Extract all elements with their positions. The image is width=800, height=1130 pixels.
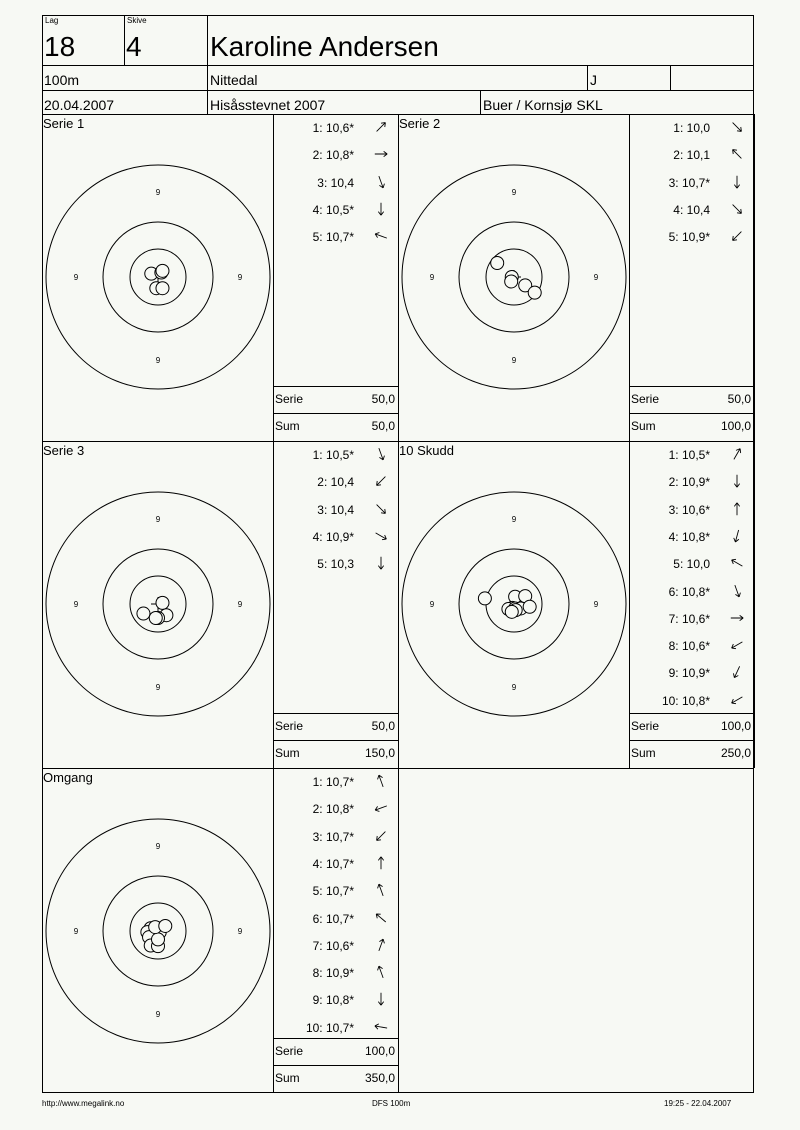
- shot-score: 7: 10,6*: [312, 938, 354, 953]
- shot-score: 9: 10,8*: [312, 993, 354, 1008]
- shot-score: 2: 10,1: [673, 148, 710, 163]
- serie-label: Serie: [275, 392, 304, 406]
- ring-label: 9: [155, 515, 161, 524]
- shot-score: 3: 10,6*: [668, 502, 710, 517]
- sum-value: 150,0: [364, 746, 395, 760]
- shot-score: 6: 10,8*: [668, 584, 710, 599]
- divider: [480, 90, 481, 115]
- shot-score: 6: 10,7*: [312, 911, 354, 926]
- shot-score: 1: 10,0: [673, 121, 710, 135]
- divider: [273, 1038, 398, 1039]
- sum-label: Sum: [275, 1071, 300, 1085]
- shot-direction-arrow: [373, 228, 389, 244]
- shot-score: 4: 10,9*: [312, 529, 354, 544]
- shot-score: 5: 10,7*: [312, 884, 354, 899]
- shot-direction-arrow: [729, 228, 745, 244]
- shot-direction-arrow: [373, 528, 389, 544]
- divider: [398, 441, 754, 442]
- shot-direction-arrow: [373, 146, 389, 162]
- shot-direction-arrow: [729, 664, 745, 680]
- serie-label: Serie: [631, 719, 660, 733]
- shot-direction-arrow: [373, 800, 389, 816]
- ring-label: 9: [593, 600, 599, 609]
- shot-score: 5: 10,0: [673, 557, 710, 572]
- shot-score: 1: 10,5*: [668, 448, 710, 462]
- ring-label: 9: [429, 600, 435, 609]
- target-diagram: [394, 157, 634, 397]
- shot-direction-arrow: [373, 1019, 389, 1035]
- shot-hole: [156, 264, 169, 277]
- shot-direction-arrow: [729, 692, 745, 708]
- ring-label: 9: [73, 927, 79, 936]
- shot-direction-arrow: [373, 991, 389, 1007]
- sum-value: 100,0: [720, 419, 751, 433]
- divider: [207, 15, 208, 115]
- shot-score: 5: 10,3: [317, 557, 354, 572]
- shot-direction-arrow: [373, 555, 389, 571]
- divider: [754, 114, 755, 441]
- shot-score: 2: 10,9*: [668, 475, 710, 490]
- target-diagram: [38, 484, 278, 724]
- sum-label: Sum: [631, 746, 656, 760]
- shot-score: 3: 10,7*: [312, 829, 354, 844]
- shot-score: 3: 10,7*: [668, 175, 710, 190]
- club: Nittedal: [210, 72, 258, 88]
- serie-value: 50,0: [371, 392, 395, 406]
- distance: 100m: [44, 72, 80, 88]
- shot-score: 7: 10,6*: [668, 611, 710, 626]
- divider: [670, 65, 671, 90]
- shot-score: 9: 10,9*: [668, 666, 710, 681]
- shot-score: 4: 10,7*: [312, 856, 354, 871]
- shot-direction-arrow: [729, 473, 745, 489]
- sum-label: Sum: [631, 419, 656, 433]
- divider: [587, 65, 588, 90]
- shot-hole: [478, 592, 491, 605]
- divider: [273, 740, 398, 741]
- shot-score: 2: 10,8*: [312, 802, 354, 817]
- ring-label: 9: [511, 356, 517, 365]
- divider: [754, 441, 755, 768]
- shot-direction-arrow: [729, 528, 745, 544]
- shot-hole: [523, 600, 536, 613]
- serie-value: 100,0: [364, 1044, 395, 1058]
- shot-score: 4: 10,5*: [312, 202, 354, 217]
- shot-direction-arrow: [373, 446, 389, 462]
- shot-score: 3: 10,4: [317, 502, 354, 517]
- ring-label: 9: [155, 356, 161, 365]
- footer-program: DFS 100m: [372, 1099, 411, 1108]
- shot-direction-arrow: [373, 964, 389, 980]
- panel-title: Serie 2: [399, 116, 441, 131]
- divider: [629, 413, 754, 414]
- sum-value: 350,0: [364, 1071, 395, 1085]
- shot-score: 10: 10,8*: [661, 693, 710, 708]
- shot-hole: [159, 919, 172, 932]
- ring-label: 9: [155, 842, 161, 851]
- footer-url: http://www.megalink.no: [42, 1099, 125, 1108]
- ring-label: 9: [155, 683, 161, 692]
- panel-title: Serie 3: [43, 443, 85, 458]
- shot-direction-arrow: [729, 174, 745, 190]
- sum-label: Sum: [275, 746, 300, 760]
- shot-direction-arrow: [373, 119, 389, 135]
- shot-score: 1: 10,7*: [312, 775, 354, 789]
- shot-hole: [491, 257, 504, 270]
- ring-label: 9: [429, 273, 435, 282]
- footer-timestamp: 19:25 - 22.04.2007: [664, 1099, 732, 1108]
- divider: [42, 441, 398, 442]
- shot-direction-arrow: [373, 828, 389, 844]
- ring-label: 9: [73, 273, 79, 282]
- shot-score: 3: 10,4: [317, 175, 354, 190]
- panel-title: Omgang: [43, 770, 93, 785]
- location: Buer / Kornsjø SKL: [483, 97, 603, 113]
- divider: [42, 65, 754, 66]
- target-diagram: [38, 811, 278, 1051]
- shot-score: 8: 10,6*: [668, 639, 710, 654]
- target-diagram: [394, 484, 634, 724]
- divider: [629, 386, 754, 387]
- shot-score: 5: 10,9*: [668, 230, 710, 245]
- sum-value: 250,0: [720, 746, 751, 760]
- sum-value: 50,0: [371, 419, 395, 433]
- shot-score: 1: 10,5*: [312, 448, 354, 462]
- divider: [398, 114, 754, 115]
- panel-title: 10 Skudd: [399, 443, 454, 458]
- skive-value: 4: [126, 31, 142, 62]
- serie-value: 50,0: [371, 719, 395, 733]
- shot-hole: [137, 607, 150, 620]
- shot-direction-arrow: [373, 773, 389, 789]
- shot-direction-arrow: [373, 201, 389, 217]
- shot-score: 5: 10,7*: [312, 230, 354, 245]
- ring-label: 9: [511, 515, 517, 524]
- ring-label: 9: [511, 188, 517, 197]
- sum-label: Sum: [275, 419, 300, 433]
- shot-direction-arrow: [373, 473, 389, 489]
- target-diagram: [38, 157, 278, 397]
- divider: [398, 768, 754, 769]
- shot-direction-arrow: [373, 882, 389, 898]
- shot-direction-arrow: [729, 637, 745, 653]
- ring-label: 9: [155, 188, 161, 197]
- shooter-name: Karoline Andersen: [210, 31, 439, 62]
- shot-direction-arrow: [729, 201, 745, 217]
- divider: [273, 1065, 398, 1066]
- ring-label: 9: [73, 600, 79, 609]
- shot-hole: [528, 286, 541, 299]
- divider: [124, 15, 125, 65]
- date: 20.04.2007: [44, 97, 115, 113]
- shot-direction-arrow: [373, 910, 389, 926]
- shot-hole: [149, 612, 162, 625]
- shot-hole: [156, 596, 169, 609]
- shot-hole: [152, 933, 165, 946]
- lag-value: 18: [44, 31, 76, 62]
- divider: [42, 90, 754, 91]
- serie-label: Serie: [275, 719, 304, 733]
- serie-value: 50,0: [727, 392, 751, 406]
- class: J: [590, 72, 597, 88]
- shot-direction-arrow: [729, 146, 745, 162]
- shot-score: 2: 10,8*: [312, 148, 354, 163]
- shot-score: 8: 10,9*: [312, 966, 354, 981]
- divider: [42, 114, 398, 115]
- shot-score: 4: 10,4: [673, 202, 710, 217]
- shot-direction-arrow: [373, 855, 389, 871]
- shot-direction-arrow: [729, 610, 745, 626]
- shot-hole: [505, 605, 518, 618]
- ring-label: 9: [511, 683, 517, 692]
- shot-hole: [505, 275, 518, 288]
- shot-score: 10: 10,7*: [305, 1020, 354, 1035]
- shot-direction-arrow: [729, 583, 745, 599]
- shot-direction-arrow: [729, 555, 745, 571]
- serie-label: Serie: [631, 392, 660, 406]
- shot-direction-arrow: [373, 937, 389, 953]
- panel-title: Serie 1: [43, 116, 85, 131]
- ring-label: 9: [237, 927, 243, 936]
- divider: [42, 768, 398, 769]
- ring-label: 9: [593, 273, 599, 282]
- shot-direction-arrow: [373, 174, 389, 190]
- ring-label: 9: [237, 600, 243, 609]
- shot-direction-arrow: [373, 501, 389, 517]
- divider: [629, 713, 754, 714]
- divider: [398, 768, 399, 1093]
- shot-score: 1: 10,6*: [312, 121, 354, 135]
- divider: [273, 713, 398, 714]
- shot-direction-arrow: [729, 119, 745, 135]
- shot-score: 2: 10,4: [317, 475, 354, 490]
- shot-direction-arrow: [729, 501, 745, 517]
- ring-label: 9: [237, 273, 243, 282]
- serie-value: 100,0: [720, 719, 751, 733]
- divider: [273, 413, 398, 414]
- shot-hole: [156, 282, 169, 295]
- shot-score: 4: 10,8*: [668, 529, 710, 544]
- skive-label: Skive: [127, 16, 147, 25]
- event-name: Hisåsstevnet 2007: [210, 97, 326, 113]
- divider: [629, 740, 754, 741]
- shot-direction-arrow: [729, 446, 745, 462]
- divider: [273, 386, 398, 387]
- serie-label: Serie: [275, 1044, 304, 1058]
- lag-label: Lag: [45, 16, 59, 25]
- ring-label: 9: [155, 1010, 161, 1019]
